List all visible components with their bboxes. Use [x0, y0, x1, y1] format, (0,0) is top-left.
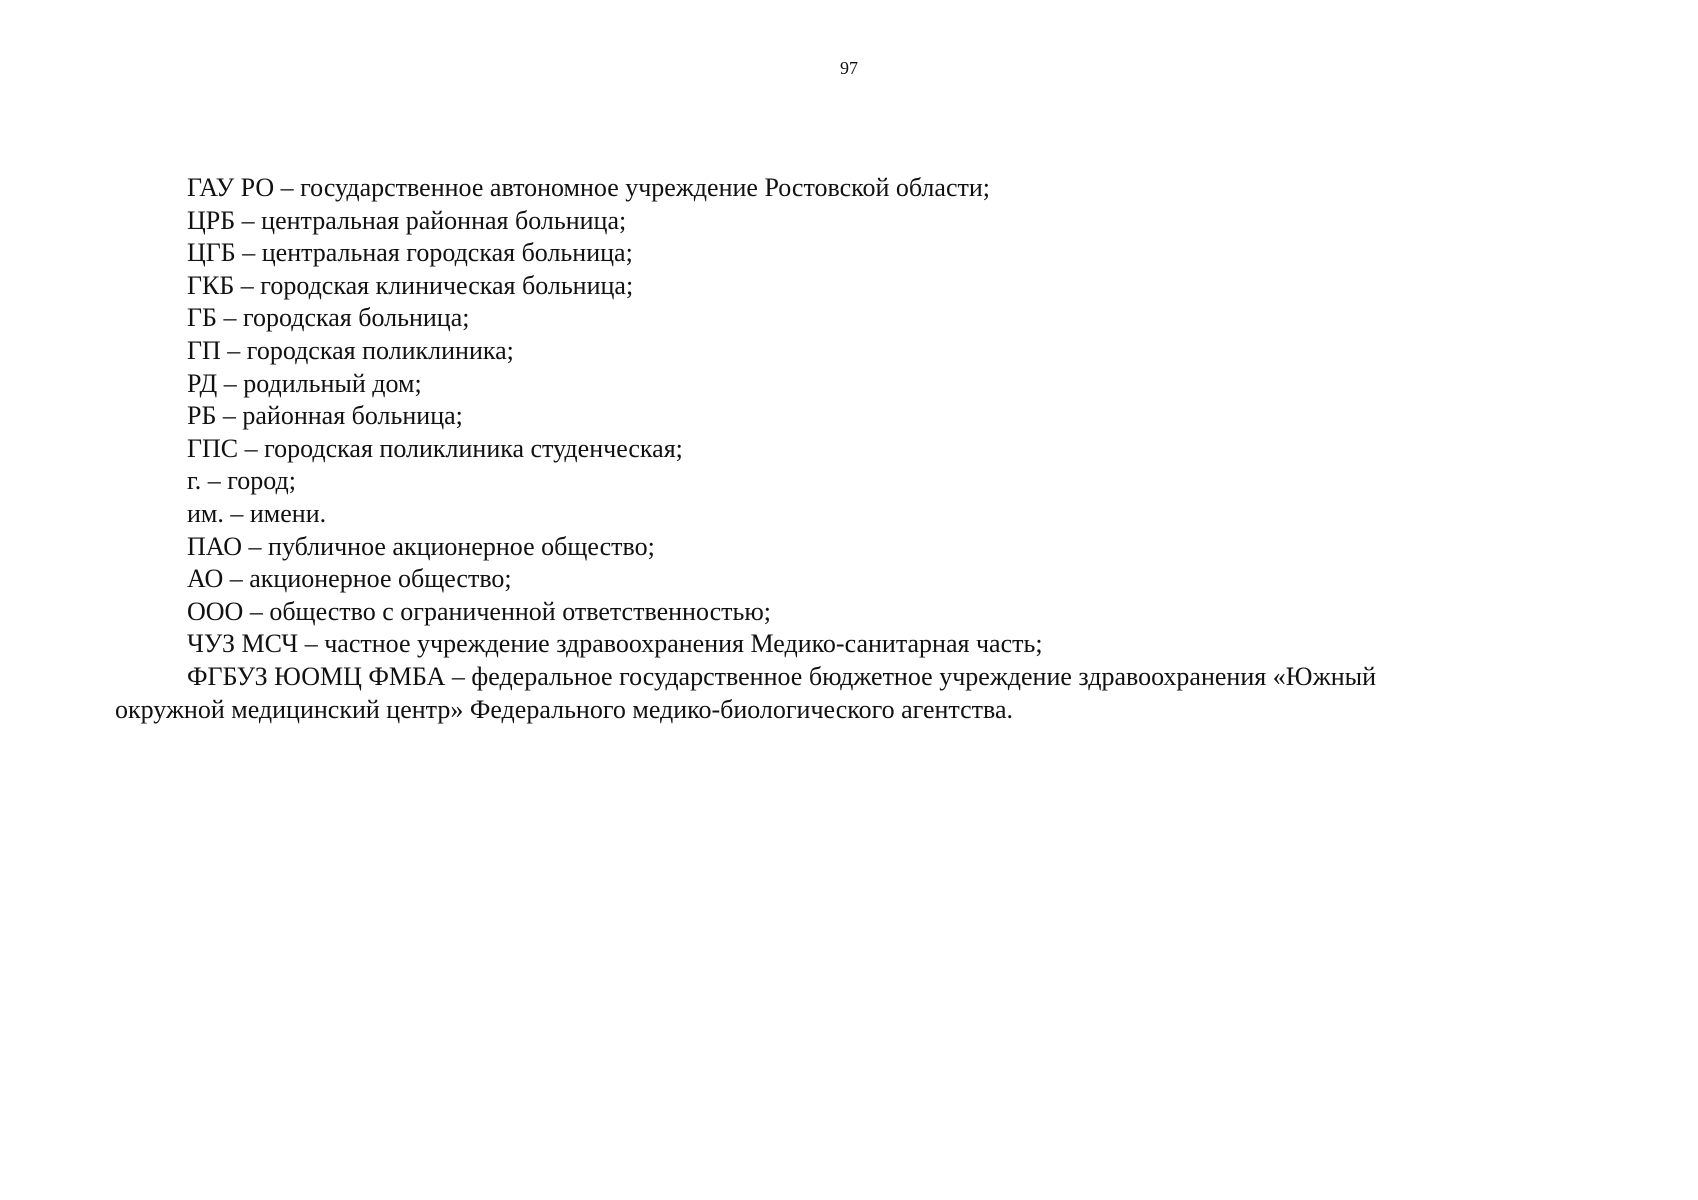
- abbreviation-gau-ro: ГАУ РО – государственное автономное учреждение Ростовской области;: [187, 173, 990, 202]
- abbreviation-ao: АО – акционерное общество;: [187, 564, 512, 594]
- abbreviation-crb: ЦРБ – центральная районная больница;: [187, 205, 627, 235]
- abbreviation-rb: РБ – районная больница;: [187, 401, 463, 431]
- abbreviation-chuz-msch: ЧУЗ МСЧ – частное учреждение здравоохранения Медико-санитарная часть;: [187, 629, 1043, 659]
- abbreviation-gps: ГПС – городская поликлиника студенческая;: [187, 433, 683, 463]
- abbreviation-cgb: ЦГБ – центральная городская больница;: [187, 238, 633, 268]
- abbreviation-gkb: ГКБ – городская клиническая больница;: [187, 270, 634, 300]
- abbreviation-fgbuz-yuomc-fmba: ФГБУЗ ЮОМЦ ФМБА – федеральное государственное бюджетное учреждение здравоохранения «Южный окружной медицинский центр» Федерального медико-биологического агентства.: [115, 661, 1377, 724]
- abbreviation-rd: РД – родильный дом;: [187, 368, 422, 398]
- page-number: 97: [840, 58, 858, 78]
- abbreviation-gb: ГБ – городская больница;: [187, 303, 470, 333]
- abbreviation-city: г. – город;: [187, 466, 296, 496]
- abbreviation-ooo: ООО – общество с ограниченной ответственностью;: [187, 596, 772, 626]
- abbreviation-gp: ГП – городская поликлиника;: [187, 335, 514, 365]
- abbreviation-named-after: им. – имени.: [187, 498, 327, 528]
- abbreviation-list: [115, 172, 1635, 726]
- abbreviation-pao: ПАО – публичное акционерное общество;: [187, 531, 655, 561]
